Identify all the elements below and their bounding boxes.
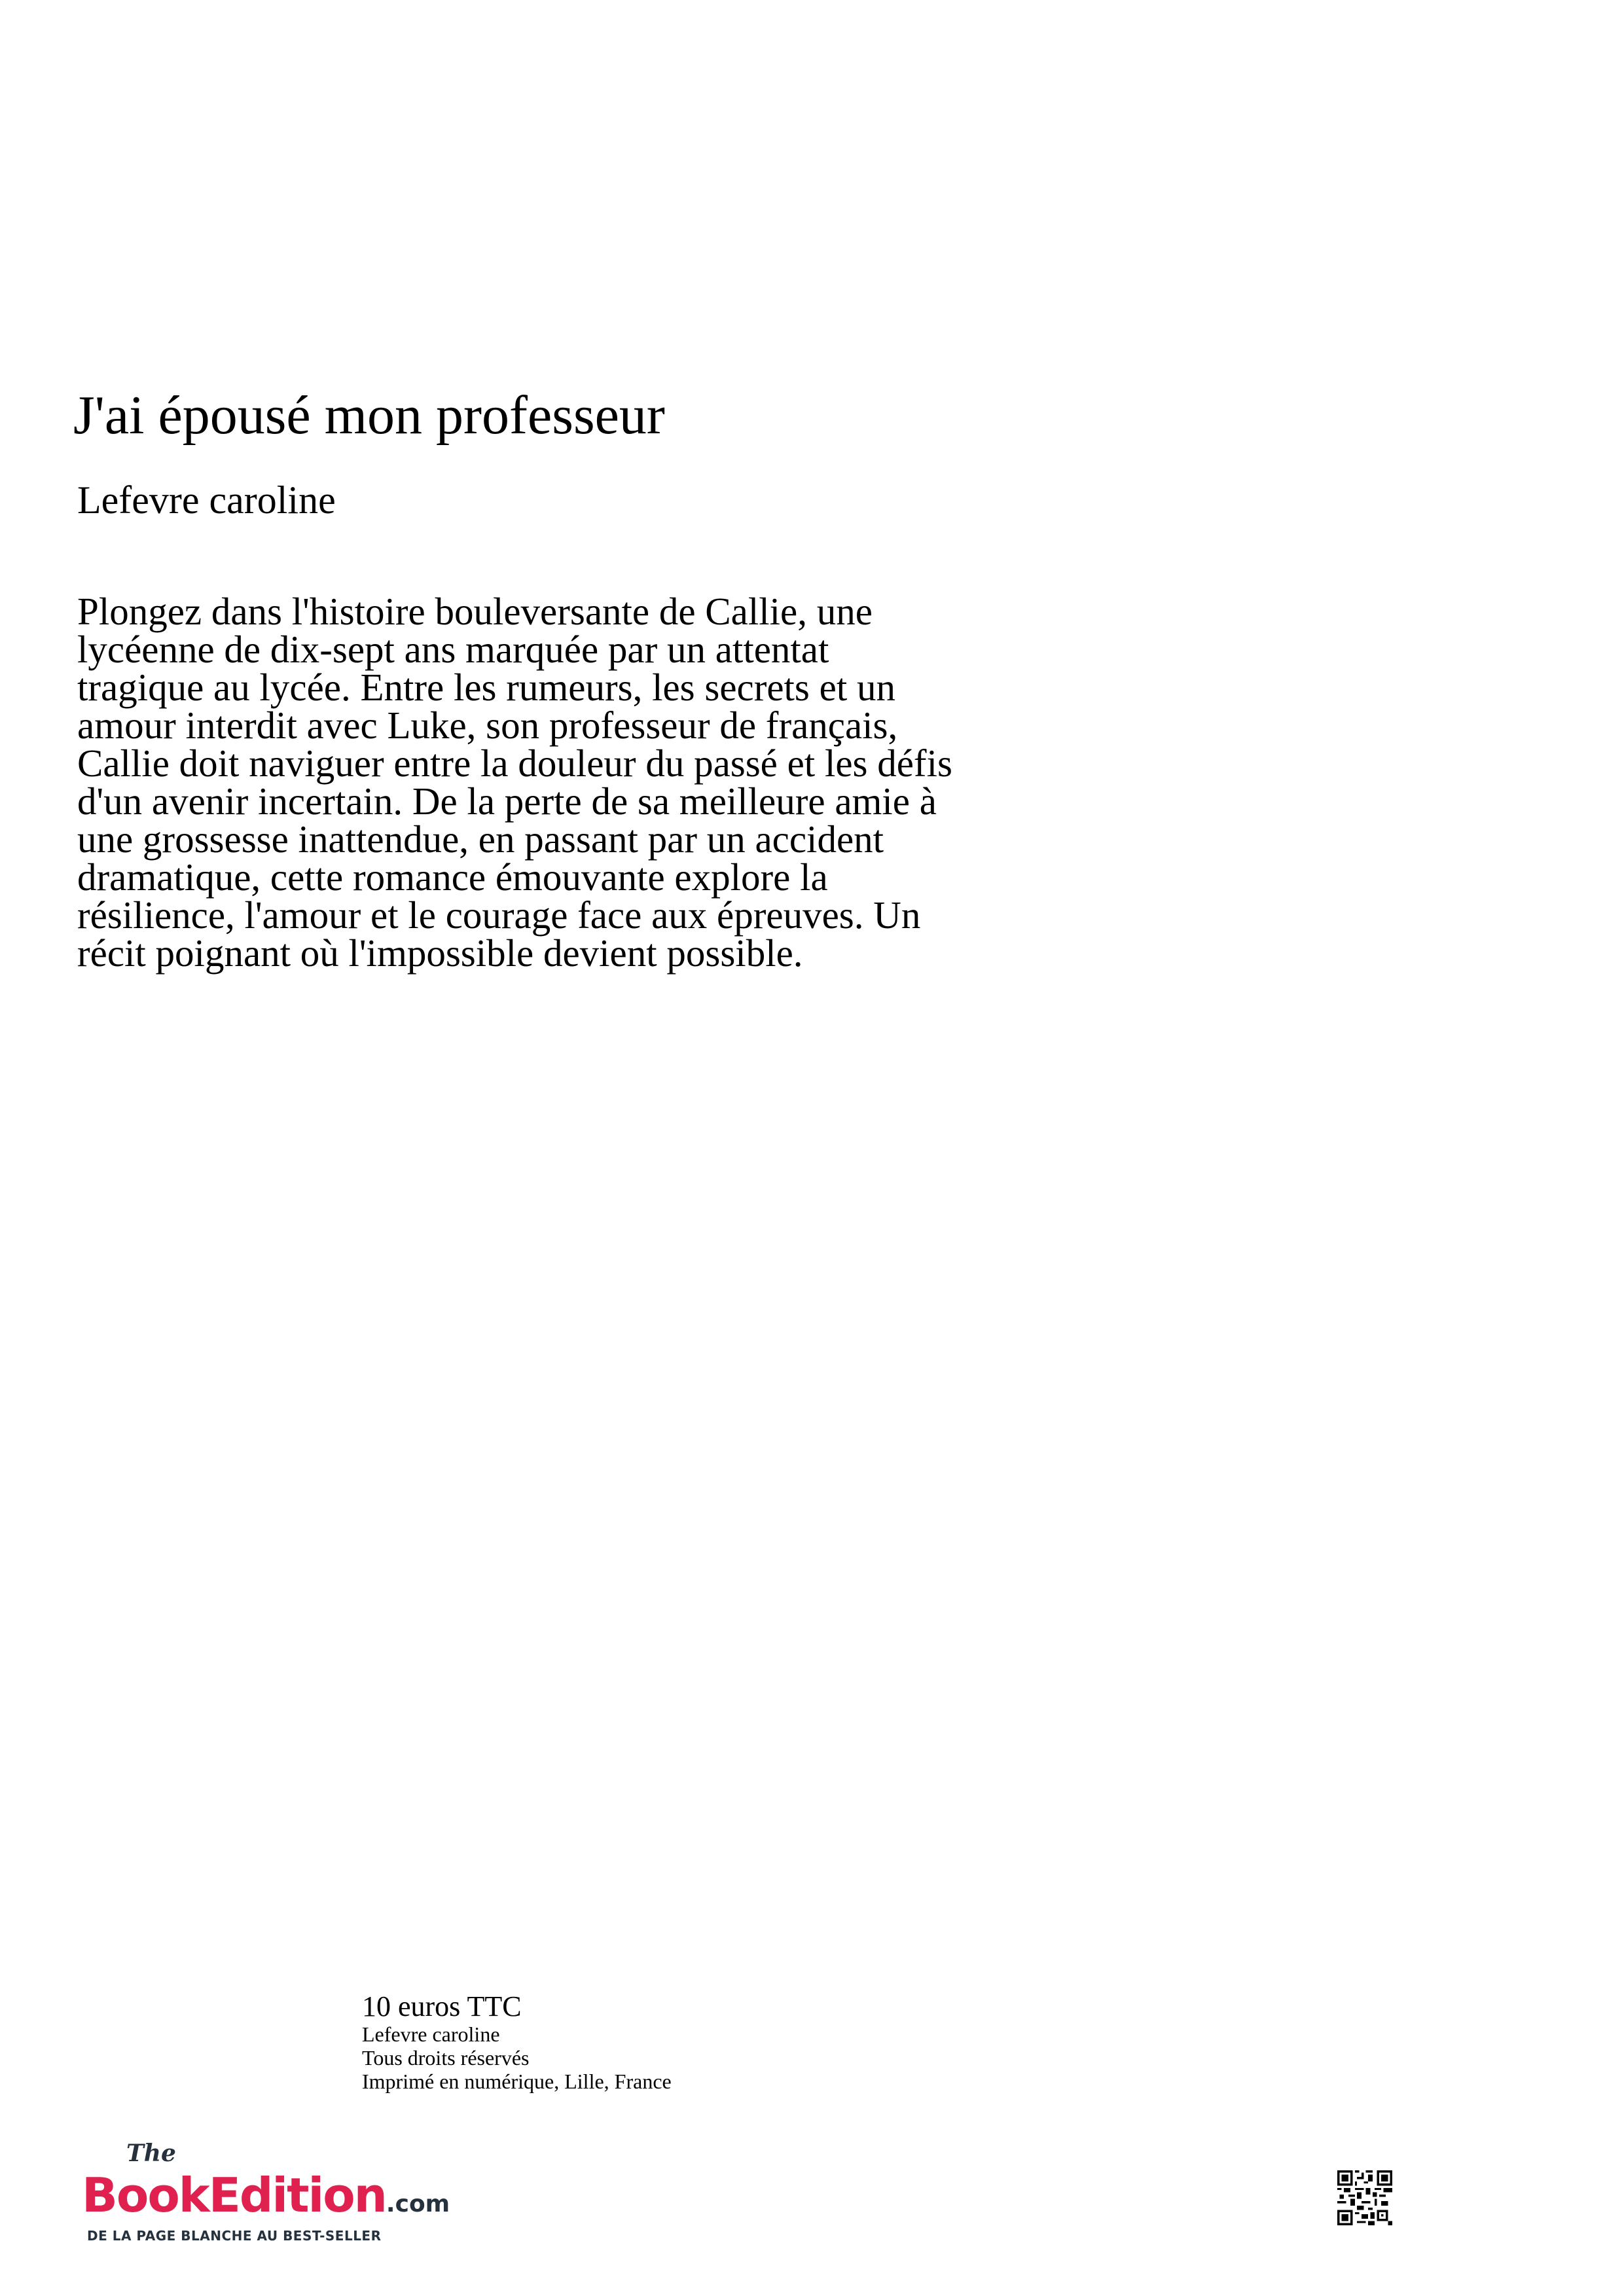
colophon-author: Lefevre caroline	[362, 2022, 500, 2046]
logo-wordmark	[82, 2168, 450, 2223]
blurb-line: lycéenne de dix-sept ans marquée par un attentat	[77, 628, 829, 671]
blurb-line: résilience, l'amour et le courage face aux épreuves. Un	[77, 893, 921, 937]
blurb-line: dramatique, cette romance émouvante explore la	[77, 855, 828, 899]
qr-code-icon	[1337, 2170, 1392, 2225]
colophon-rights: Tous droits réservés	[362, 2046, 530, 2070]
colophon-printed: Imprimé en numérique, Lille, France	[362, 2070, 672, 2093]
blurb-line: d'un avenir incertain. De la perte de sa meilleure amie à	[77, 780, 937, 823]
logo-tagline: DE LA PAGE BLANCHE AU BEST-SELLER	[87, 2228, 382, 2244]
colophon	[362, 1991, 672, 2093]
logo-the: The	[126, 2140, 176, 2167]
blurb-line: amour interdit avec Luke, son professeur de français,	[77, 704, 898, 747]
blurb-line: tragique au lycée. Entre les rumeurs, les secrets et un	[77, 666, 895, 709]
blurb-line: Plongez dans l'histoire bouleversante de Callie, une	[77, 590, 873, 633]
blurb-line: récit poignant où l'impossible devient possible.	[77, 931, 803, 975]
blurb-line: Callie doit naviguer entre la douleur du passé et les défis	[77, 742, 952, 785]
book-author: Lefevre caroline	[77, 478, 336, 522]
book-blurb	[77, 590, 1321, 975]
publisher-logo	[82, 2139, 501, 2250]
logo-name: BookEdition	[82, 2168, 386, 2223]
book-title: J'ai épousé mon professeur	[73, 385, 665, 446]
blurb-line: une grossesse inattendue, en passant par un accident	[77, 817, 884, 861]
logo-suffix: .com	[386, 2191, 450, 2217]
price: 10 euros TTC	[362, 1990, 522, 2022]
